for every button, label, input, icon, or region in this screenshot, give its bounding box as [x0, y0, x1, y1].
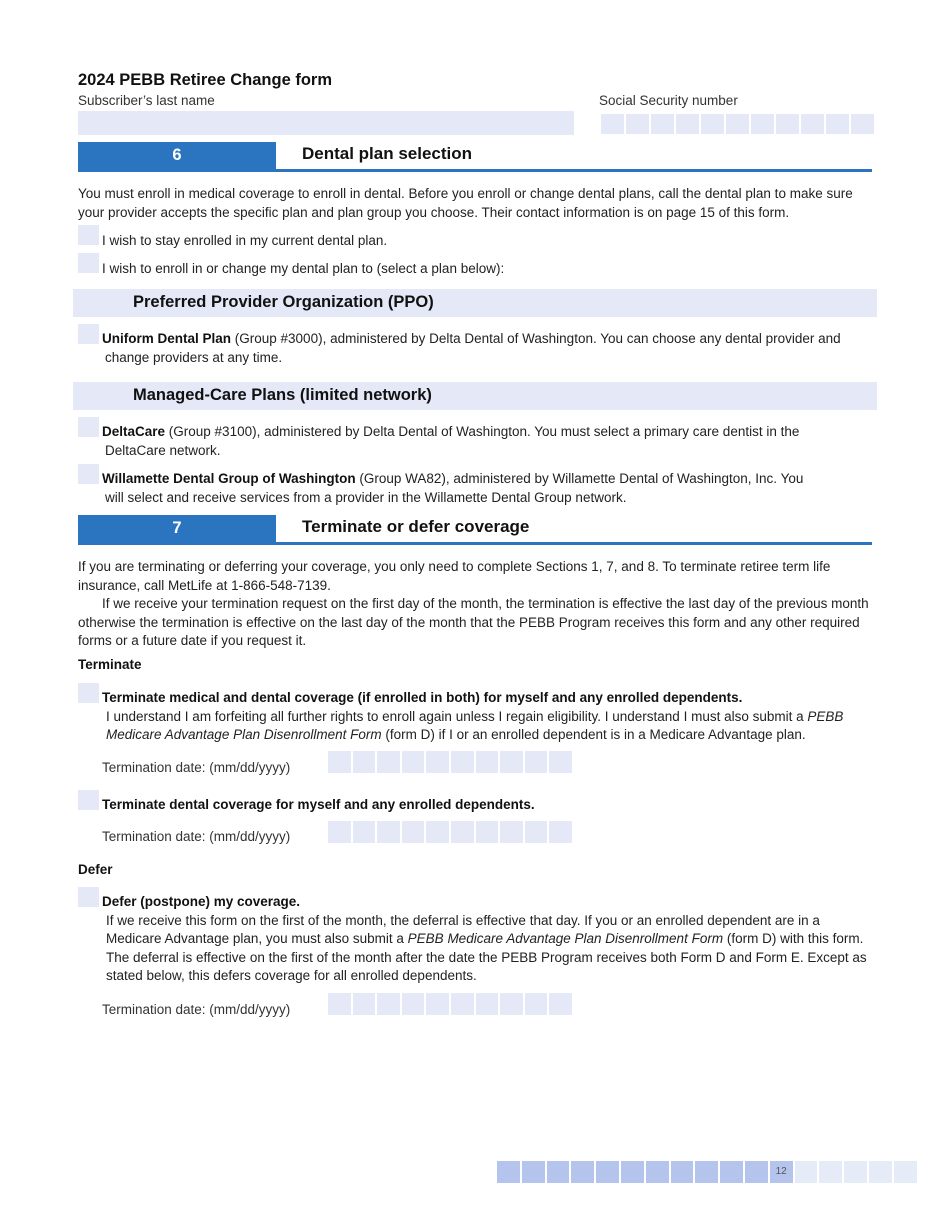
form-title: 2024 PEBB Retiree Change form [78, 71, 333, 89]
date-digit-box[interactable] [353, 993, 376, 1015]
ssn-digit-box[interactable] [701, 114, 724, 134]
willamette-desc: (Group WA82), administered by Willamette Dental of Washington, Inc. You [355, 471, 804, 486]
defer-desc [102, 912, 872, 986]
deltacare-desc-cont: DeltaCare network. [105, 442, 221, 458]
page-marker [522, 1161, 545, 1183]
ssn-field[interactable] [601, 114, 874, 134]
termination-date-label-2: Termination date: (mm/dd/yyyy) [102, 829, 291, 844]
terminate-all-title: Terminate medical and dental coverage (if enrolled in both) for myself and any enrolled dependents. [102, 690, 743, 705]
section-7-number: 7 [78, 515, 276, 542]
date-digit-box[interactable] [525, 993, 548, 1015]
date-digit-box[interactable] [549, 821, 572, 843]
defer-desc-text-end: (form D) with this form. The deferral is effective on the first of the month after the date the PEBB Program receives both Form D and Form E. Except as stated below, this defers coverage for all enrolled dependents. [106, 931, 867, 983]
stay-enrolled-label: I wish to stay enrolled in my current dental plan. [102, 233, 388, 248]
uniform-dental-checkbox[interactable] [78, 324, 99, 344]
date-digit-box[interactable] [549, 993, 572, 1015]
page-marker [745, 1161, 768, 1183]
terminate-dental-checkbox[interactable] [78, 790, 99, 810]
date-digit-box[interactable] [402, 993, 425, 1015]
ssn-digit-box[interactable] [726, 114, 749, 134]
ssn-digit-box[interactable] [651, 114, 674, 134]
ppo-heading-bar [73, 289, 877, 317]
change-plan-checkbox[interactable] [78, 253, 99, 273]
uniform-dental-desc: (Group #3000), administered by Delta Dental of Washington. You can choose any dental provider and [231, 331, 841, 346]
date-digit-box[interactable] [500, 993, 523, 1015]
ssn-digit-box[interactable] [801, 114, 824, 134]
page-marker [869, 1161, 892, 1183]
date-digit-box[interactable] [377, 751, 400, 773]
deltacare-option [102, 423, 872, 460]
date-digit-box[interactable] [451, 821, 474, 843]
page-marker [571, 1161, 594, 1183]
date-digit-box[interactable] [451, 751, 474, 773]
section-6-number: 6 [78, 142, 276, 169]
defer-desc-text: If we receive this form on the first of the month, the deferral is effective that day. If you or an enrolled dependent are in a Medicare Advantage plan, you must also submit a [106, 912, 820, 946]
date-digit-box[interactable] [426, 993, 449, 1015]
page-marker [596, 1161, 619, 1183]
defer-title: Defer (postpone) my coverage. [102, 894, 301, 909]
date-digit-box[interactable] [377, 993, 400, 1015]
page-marker [695, 1161, 718, 1183]
date-digit-box[interactable] [402, 821, 425, 843]
uniform-dental-desc-cont: change providers at any time. [105, 349, 283, 365]
date-digit-box[interactable] [549, 751, 572, 773]
date-digit-box[interactable] [451, 993, 474, 1015]
terminate-heading: Terminate [78, 657, 142, 672]
uniform-dental-option [102, 330, 872, 367]
date-digit-box[interactable] [377, 821, 400, 843]
terminate-all-desc-text-end: (form D) if I or an enrolled dependent is in a Medicare Advantage plan. [381, 727, 806, 742]
page-marker [547, 1161, 570, 1183]
terminate-dental-option [102, 796, 535, 815]
ssn-digit-box[interactable] [601, 114, 624, 134]
section-6-header [78, 142, 872, 172]
stay-enrolled-checkbox[interactable] [78, 225, 99, 245]
page-marker [646, 1161, 669, 1183]
section-7-intro-2: If we receive your termination request on the first day of the month, the termination is effective the last day of the previous month otherwise the termination is effective on the last day of the month that the PEBB Program receives this form and any other required forms or a future date if you request it. [78, 596, 869, 648]
date-digit-box[interactable] [525, 821, 548, 843]
date-digit-box[interactable] [328, 751, 351, 773]
section-7-intro-1: If you are terminating or deferring your coverage, you only need to complete Sections 1, 7, and 8. To terminate retiree term life insurance, call MetLife at 1-866-548-7139. [78, 559, 831, 593]
ssn-digit-box[interactable] [676, 114, 699, 134]
ssn-digit-box[interactable] [851, 114, 874, 134]
page-marker [894, 1161, 917, 1183]
ssn-digit-box[interactable] [826, 114, 849, 134]
date-digit-box[interactable] [353, 751, 376, 773]
page-marker [621, 1161, 644, 1183]
page-marker [844, 1161, 867, 1183]
page-marker [671, 1161, 694, 1183]
page-marker [819, 1161, 842, 1183]
ssn-digit-box[interactable] [751, 114, 774, 134]
defer-heading: Defer [78, 862, 113, 877]
uniform-dental-name: Uniform Dental Plan [102, 331, 232, 346]
date-digit-box[interactable] [426, 821, 449, 843]
ssn-label: Social Security number [599, 93, 738, 108]
deltacare-name: DeltaCare [102, 424, 166, 439]
change-plan-label: I wish to enroll in or change my dental plan to (select a plan below): [102, 261, 505, 276]
terminate-all-desc-text: I understand I am forfeiting all further rights to enroll again unless I regain eligibility. I understand I must also submit a [106, 708, 808, 724]
defer-disenrollment-form-name: PEBB Medicare Advantage Plan Disenrollment Form [407, 931, 724, 946]
defer-option [102, 893, 872, 986]
ssn-digit-box[interactable] [776, 114, 799, 134]
page-number: 12 [770, 1161, 793, 1183]
date-digit-box[interactable] [476, 751, 499, 773]
date-digit-box[interactable] [426, 751, 449, 773]
termination-date-field-3[interactable] [328, 993, 572, 1015]
page-indicator [497, 1161, 917, 1183]
page-marker [795, 1161, 818, 1183]
defer-checkbox[interactable] [78, 887, 99, 907]
date-digit-box[interactable] [525, 751, 548, 773]
last-name-field[interactable] [78, 111, 574, 135]
page-marker [720, 1161, 743, 1183]
section-6-intro: You must enroll in medical coverage to enroll in dental. Before you enroll or change dental plans, call the dental plan to make sure your provider accepts the specific plan and plan group you choose. Their contact information is on page 15 of this form. [78, 186, 853, 220]
date-digit-box[interactable] [353, 821, 376, 843]
section-6-title: Dental plan selection [302, 144, 473, 163]
termination-date-field-2[interactable] [328, 821, 572, 843]
terminate-dental-title: Terminate dental coverage for myself and any enrolled dependents. [102, 797, 535, 812]
deltacare-checkbox[interactable] [78, 417, 99, 437]
willamette-checkbox[interactable] [78, 464, 99, 484]
date-digit-box[interactable] [500, 821, 523, 843]
date-digit-box[interactable] [402, 751, 425, 773]
ssn-digit-box[interactable] [626, 114, 649, 134]
managed-care-heading: Managed-Care Plans (limited network) [133, 386, 432, 404]
last-name-label: Subscriber’s last name [78, 93, 215, 108]
date-digit-box[interactable] [500, 751, 523, 773]
terminate-all-checkbox[interactable] [78, 683, 99, 703]
section-7-title: Terminate or defer coverage [302, 517, 530, 536]
termination-date-label-1: Termination date: (mm/dd/yyyy) [102, 760, 291, 775]
disenrollment-form-name: PEBB Medicare Advantage Plan Disenrollment Form [106, 708, 844, 742]
date-digit-box[interactable] [476, 821, 499, 843]
deltacare-desc: (Group #3100), administered by Delta Dental of Washington. You must select a primary care dentist in the [165, 424, 800, 439]
date-digit-box[interactable] [328, 821, 351, 843]
managed-care-heading-bar [73, 382, 877, 410]
terminate-all-option [102, 689, 877, 745]
date-digit-box[interactable] [476, 993, 499, 1015]
ppo-heading: Preferred Provider Organization (PPO) [133, 293, 434, 311]
terminate-all-desc [102, 708, 877, 745]
section-7-intro [78, 558, 873, 651]
section-7-header [78, 515, 872, 545]
page-marker [497, 1161, 520, 1183]
termination-date-field-1[interactable] [328, 751, 572, 773]
willamette-desc-cont: will select and receive services from a provider in the Willamette Dental Group network. [105, 489, 627, 505]
date-digit-box[interactable] [328, 993, 351, 1015]
willamette-name: Willamette Dental Group of Washington [102, 471, 356, 486]
termination-date-label-3: Termination date: (mm/dd/yyyy) [102, 1002, 291, 1017]
willamette-option [102, 470, 872, 507]
